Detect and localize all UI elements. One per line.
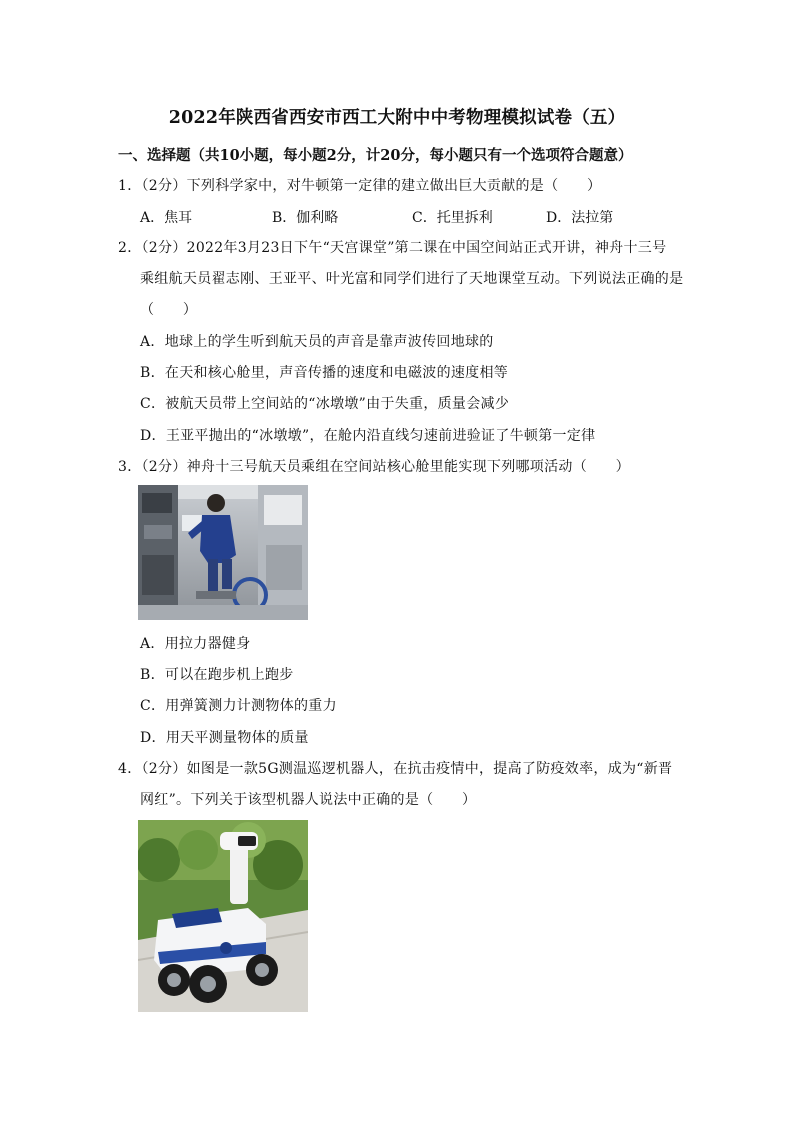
option-a: A．焦耳 [140,210,193,226]
question-4-stem-line-2: 网红”。下列关于该型机器人说法中正确的是（ ） [140,792,477,808]
question-4-stem-line-1: 4．（2分）如图是一款5G测温巡逻机器人，在抗击疫情中，提高了防疫效率，成为“新晋 [118,761,673,777]
question-3-option-c: C．用弹簧测力计测物体的重力 [140,698,337,714]
question-2-option-a: A．地球上的学生听到航天员的声音是靠声波传回地球的 [140,334,494,350]
question-2-option-c: C．被航天员带上空间站的“冰墩墩”由于失重，质量会减少 [140,396,510,412]
question-1-stem: 1．（2分）下列科学家中，对牛顿第一定律的建立做出巨大贡献的是（ ） [118,178,602,194]
option-d: D．法拉第 [546,210,614,226]
option-b: B．伽利略 [272,210,339,226]
question-3-option-d: D．用天平测量物体的质量 [140,730,309,746]
option-c: C．托里拆利 [412,210,493,226]
question-3-option-b: B．可以在跑步机上跑步 [140,667,294,683]
astronaut-photo [138,485,308,620]
question-2-option-b: B．在天和核心舱里，声音传播的速度和电磁波的速度相等 [140,365,509,381]
question-3-option-a: A．用拉力器健身 [140,636,251,652]
question-2-stem-line-1: 2．（2分）2022年3月23日下午“天宫课堂”第二课在中国空间站正式开讲，神舟十三号 [118,240,667,256]
question-3-stem: 3．（2分）神舟十三号航天员乘组在空间站核心舱里能实现下列哪项活动（ ） [118,459,630,475]
question-2-stem-line-2: 乘组航天员翟志刚、王亚平、叶光富和同学们进行了天地课堂互动。下列说法正确的是 [140,271,684,287]
section-heading: 一、选择题（共10小题，每小题2分，计20分，每小题只有一个选项符合题意） [118,147,633,164]
question-2-stem-line-3: （ ） [140,302,198,318]
robot-photo [138,820,308,1012]
question-2-option-d: D．王亚平抛出的“冰墩墩”，在舱内沿直线匀速前进验证了牛顿第一定律 [140,428,596,444]
exam-title: 2022年陕西省西安市西工大附中中考物理模拟试卷（五） [168,108,626,128]
